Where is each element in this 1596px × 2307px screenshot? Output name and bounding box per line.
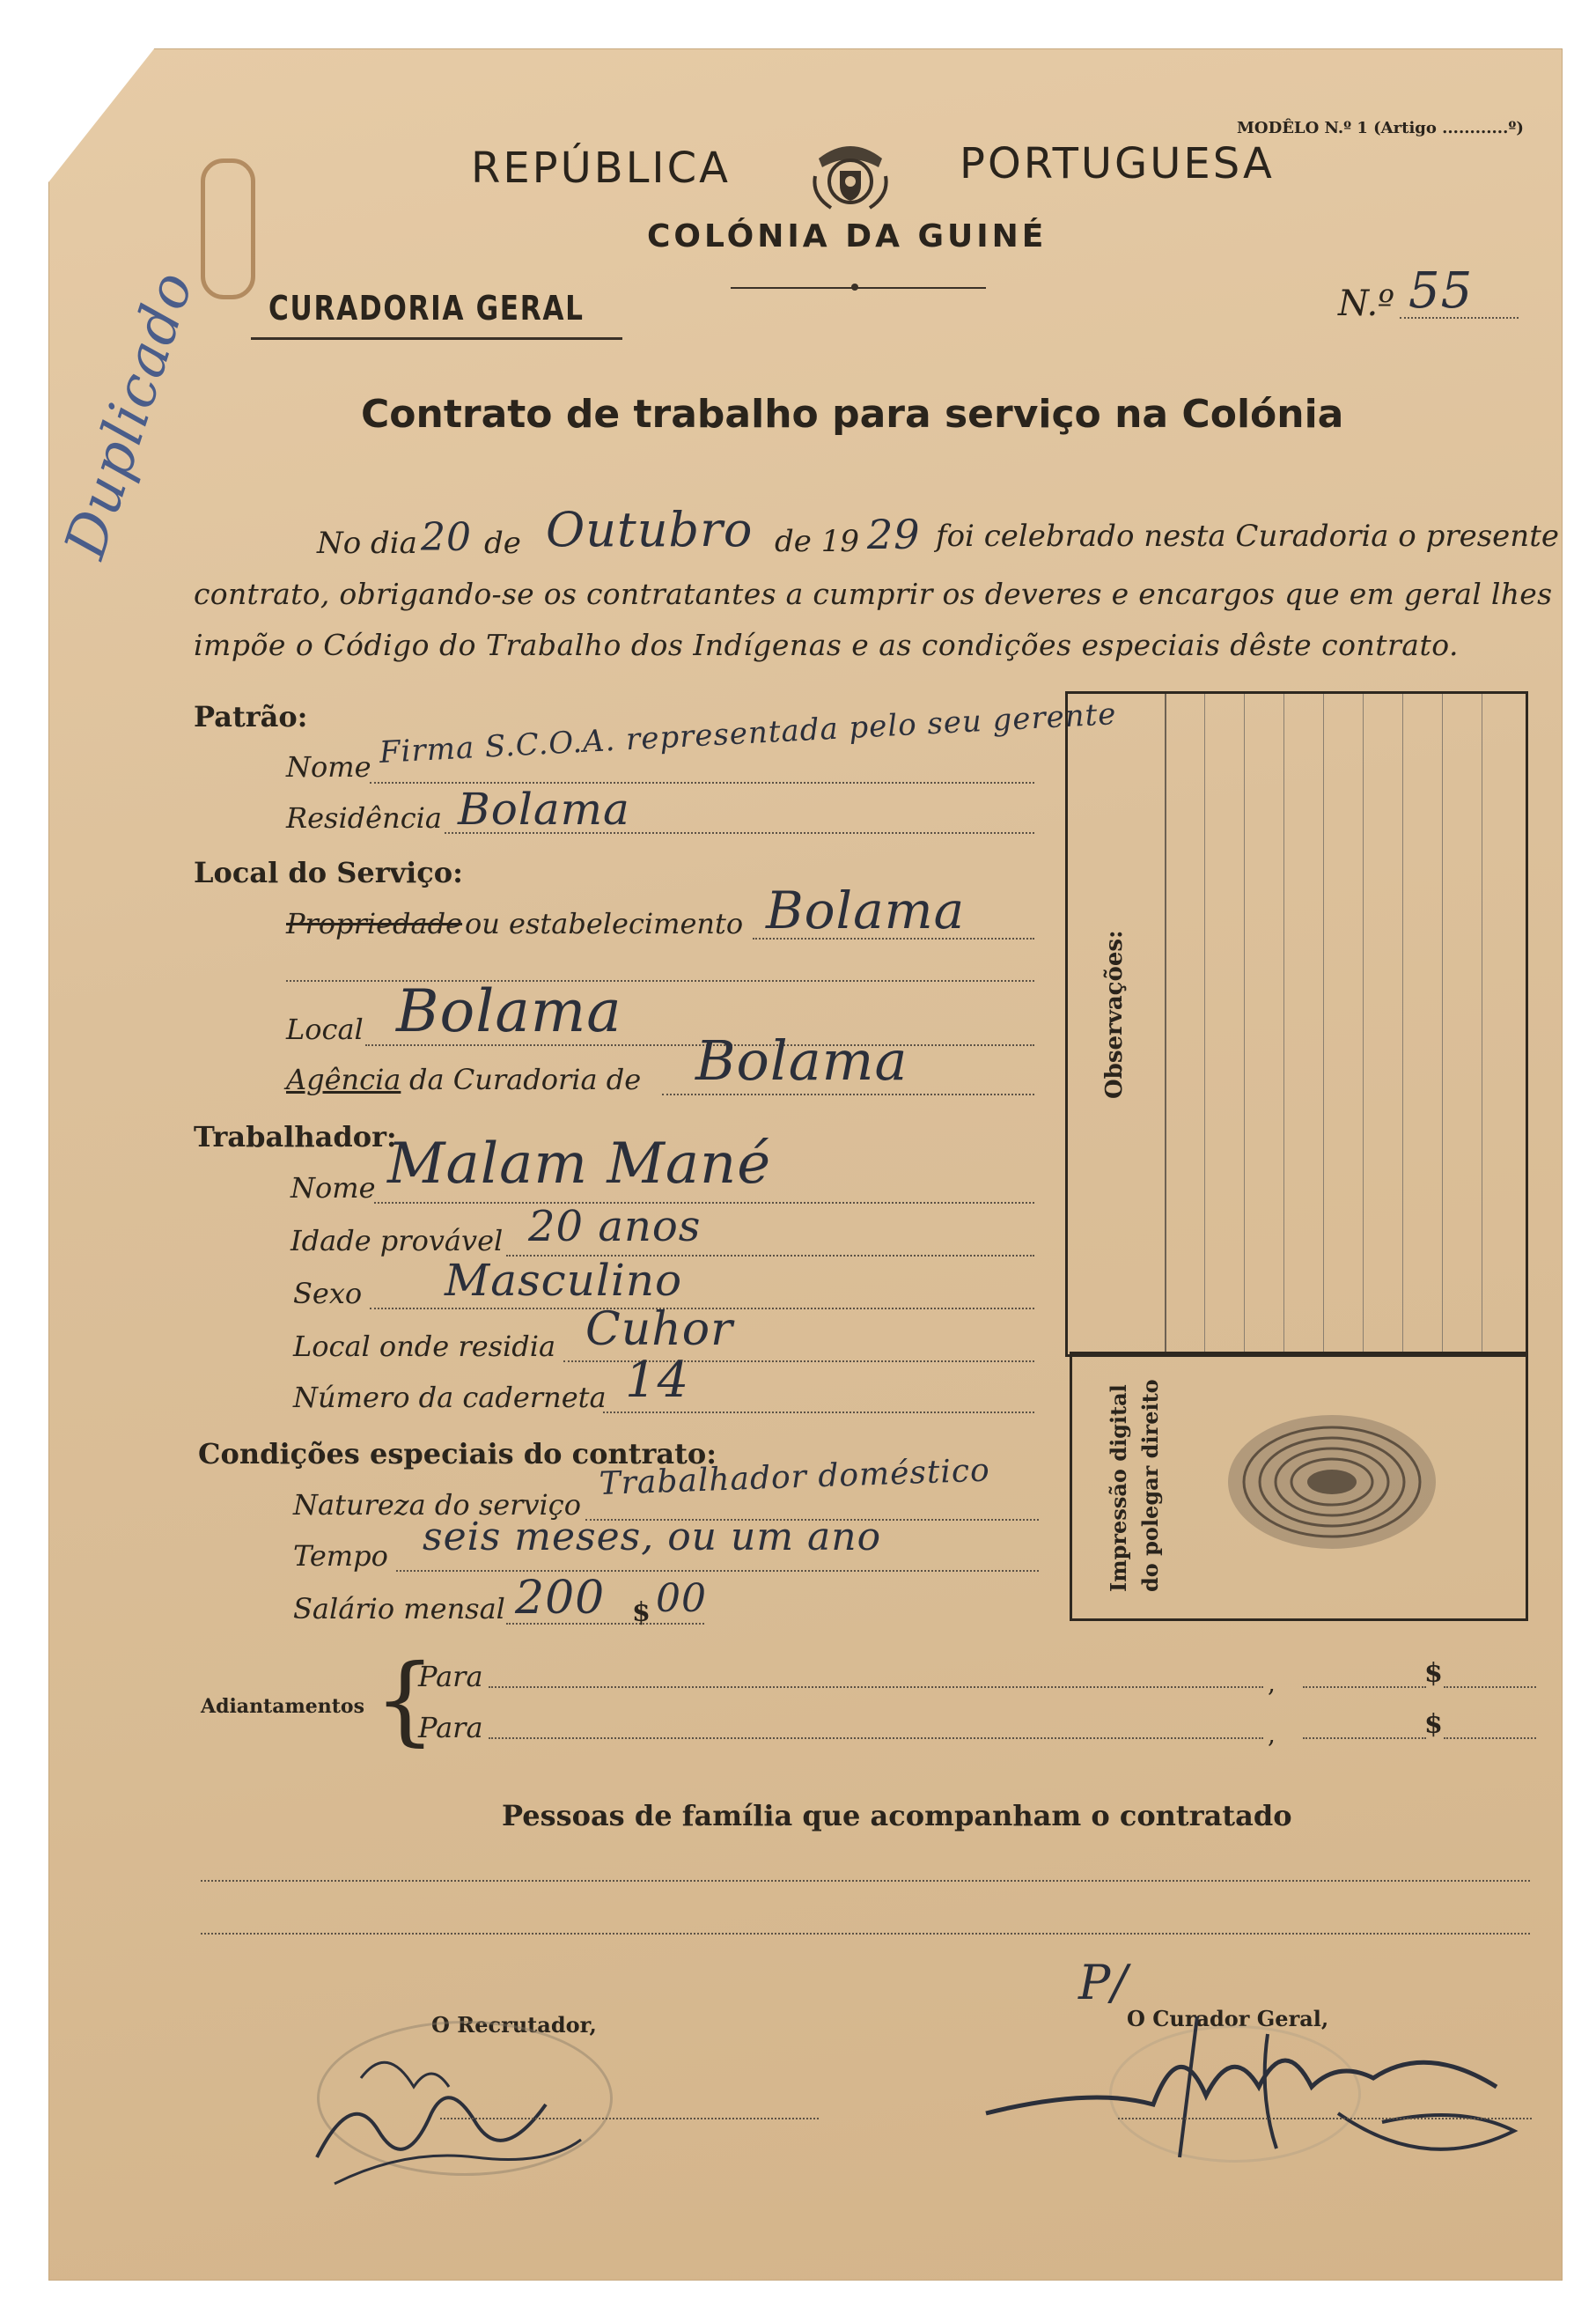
impressao-label-2: do polegar direito: [1137, 1379, 1163, 1592]
model-reference: MODÊLO N.º 1 (Artigo ............º): [1237, 119, 1524, 137]
curador-signature: [968, 1981, 1532, 2187]
observacoes-box: [1065, 691, 1528, 1357]
recrutador-signature: [299, 2025, 599, 2196]
numero-label: N.º: [1338, 284, 1394, 324]
header-colonia: COLÓNIA DA GUINÉ: [647, 218, 1048, 254]
adiantamento-line-1: [489, 1686, 1263, 1688]
salario-label: Salário mensal: [293, 1592, 505, 1625]
pl-mark: P/: [1078, 1955, 1129, 2010]
impressao-label-1: Impressão digital: [1106, 1384, 1131, 1592]
tempo-value: seis meses, ou um ano: [423, 1515, 882, 1559]
adiantamento-currency-1: $: [1424, 1658, 1443, 1689]
patrao-residencia-value: Bolama: [458, 784, 630, 835]
intro-celebrado: foi celebrado nesta Curadoria o presente: [936, 519, 1559, 554]
idade-value: 20 anos: [528, 1202, 702, 1251]
trabalhador-nome-line: [374, 1202, 1034, 1204]
agencia-value: Bolama: [695, 1028, 908, 1093]
trabalhador-heading: Trabalhador:: [194, 1120, 397, 1154]
caderneta-label: Número da caderneta: [293, 1381, 607, 1414]
tempo-line: [396, 1570, 1039, 1572]
salario-cents: 00: [656, 1576, 707, 1621]
margin-note: Duplicado: [53, 263, 207, 566]
numero-line: [1400, 317, 1519, 319]
adiantamento-amount-line-1: [1303, 1686, 1426, 1688]
familia-line-2: [201, 1933, 1530, 1935]
sexo-value: Masculino: [445, 1255, 683, 1306]
propriedade-value: Bolama: [766, 881, 966, 940]
local-value: Bolama: [396, 977, 622, 1045]
recrutador-line: [440, 2118, 819, 2119]
curador-label: O Curador Geral,: [1127, 2006, 1329, 2031]
staple-mark: [201, 158, 255, 299]
adiantamento-para-1: Para: [418, 1660, 483, 1693]
agencia-suffix: da Curadoria de: [409, 1063, 642, 1096]
recrutador-label: O Recrutador,: [431, 2012, 597, 2038]
adiantamento-para-2: Para: [418, 1711, 483, 1744]
caderneta-value: 14: [625, 1352, 690, 1409]
curadoria-underline: [251, 337, 622, 340]
adiantamento-line-2: [489, 1737, 1263, 1739]
local-label: Local: [286, 1013, 364, 1046]
intro-month: Outubro: [546, 502, 754, 557]
adiantamento-comma-2: ,: [1268, 1720, 1276, 1749]
sexo-label: Sexo: [293, 1277, 363, 1310]
propriedade-label: ou estabelecimento: [465, 907, 744, 940]
patrao-nome-label: Nome: [286, 750, 371, 784]
impressao-box: [1070, 1352, 1528, 1621]
adiantamento-currency-2: $: [1424, 1709, 1443, 1740]
document-title: Contrato de trabalho para serviço na Colónia: [361, 392, 1344, 437]
intro-day: 20: [421, 515, 472, 560]
numero-value: 55: [1408, 262, 1474, 320]
agencia-label: Agência: [286, 1063, 401, 1096]
trabalhador-nome-value: Malam Mané: [387, 1131, 772, 1197]
idade-label: Idade provável: [291, 1224, 504, 1257]
adiantamentos-brace: {: [374, 1643, 436, 1756]
header-divider-dot: [851, 284, 858, 291]
intro-de: de: [484, 526, 521, 561]
tempo-label: Tempo: [293, 1539, 388, 1573]
condicoes-heading: Condições especiais do contrato:: [198, 1437, 717, 1470]
adiantamento-cents-line-2: [1444, 1737, 1536, 1739]
salario-currency: $: [632, 1597, 651, 1628]
agencia-line: [662, 1094, 1034, 1095]
patrao-nome-value: Firma S.C.O.A. representada pelo seu gerente: [379, 697, 1118, 770]
local-servico-heading: Local do Serviço:: [194, 856, 463, 889]
natureza-value: Trabalhador doméstico: [599, 1452, 991, 1502]
intro-de-19: de 19: [775, 524, 859, 559]
intro-year: 29: [867, 511, 921, 558]
natureza-label: Natureza do serviço: [293, 1488, 581, 1522]
coat-of-arms-icon: [810, 141, 891, 218]
thumbprint-icon: [1222, 1407, 1451, 1560]
patrao-residencia-label: Residência: [286, 801, 442, 835]
familia-line-1: [201, 1880, 1530, 1882]
curador-line: [1118, 2118, 1532, 2119]
header-portuguesa: PORTUGUESA: [960, 139, 1275, 188]
salario-value: 200: [515, 1572, 606, 1625]
adiantamentos-label: Adiantamentos: [201, 1695, 364, 1718]
curadoria-label: CURADORIA GERAL: [268, 289, 585, 328]
header-divider: [731, 287, 986, 289]
residia-label: Local onde residia: [293, 1330, 556, 1363]
header-republica: REPÚBLICA: [471, 144, 731, 193]
observacoes-label: Observações:: [1101, 930, 1128, 1099]
familia-heading: Pessoas de família que acompanham o contratado: [502, 1799, 1292, 1832]
caderneta-line: [603, 1411, 1034, 1413]
adiantamento-amount-line-2: [1303, 1737, 1426, 1739]
patrao-heading: Patrão:: [194, 700, 308, 733]
trabalhador-nome-label: Nome: [291, 1171, 376, 1205]
adiantamento-cents-line-1: [1444, 1686, 1536, 1688]
intro-line2: contrato, obrigando-se os contratantes a cumprir os deveres e encargos que em geral lhes: [194, 577, 1553, 611]
residia-value: Cuhor: [585, 1303, 733, 1356]
intro-no-dia: No dia: [317, 526, 417, 561]
propriedade-struck: Propriedade: [286, 907, 463, 940]
adiantamento-comma-1: ,: [1268, 1669, 1276, 1698]
intro-line3: impõe o Código do Trabalho dos Indígenas e as condições especiais dêste contrato.: [194, 628, 1460, 662]
